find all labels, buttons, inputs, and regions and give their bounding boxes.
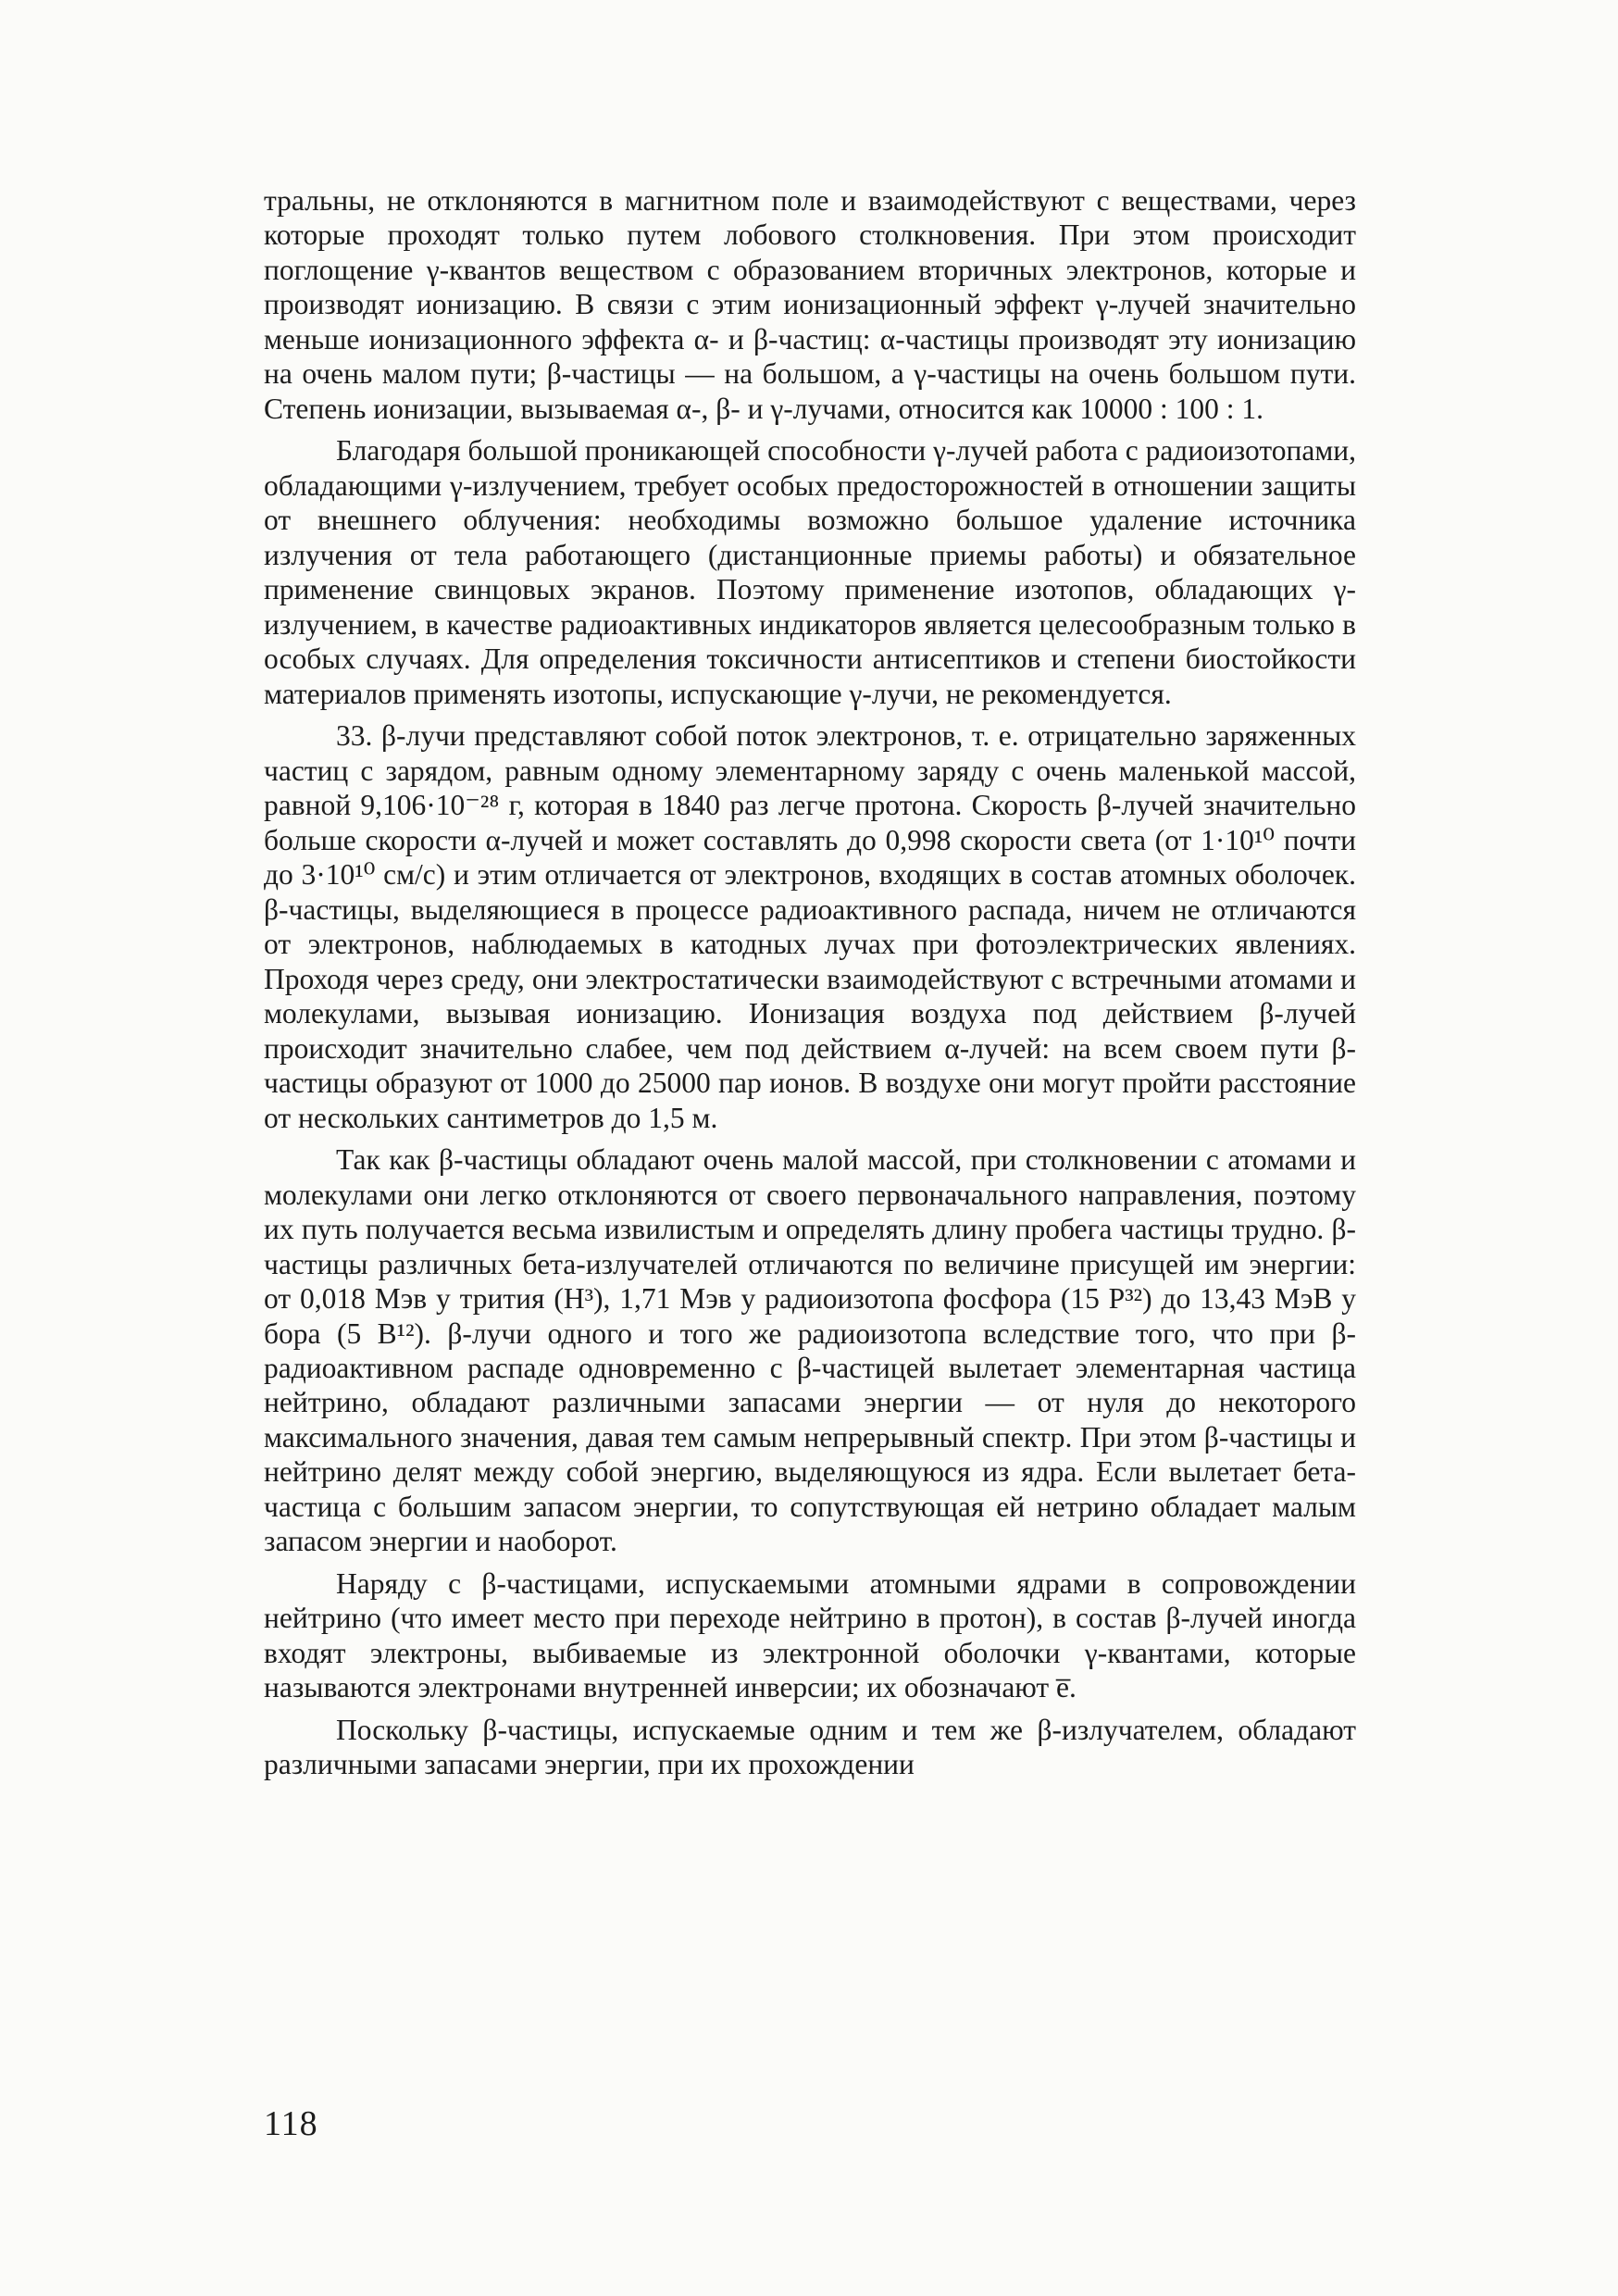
paragraph-3: 33. β-лучи представляют собой поток электронов, т. е. отрицательно заряженных частиц с зарядом, равным одному элементарному заряду с очень маленькой массой, равной 9,106·10⁻²⁸ г, которая в 1840 раз легче протона. Скорость β-лучей значительно больше скорости α-лучей и может составлять до 0,998 скорости света (от 1·10¹⁰ почти до 3·10¹⁰ см/с) и этим отличается от электронов, входящих в состав атомных оболочек. β-частицы, выделяющиеся в процессе радиоактивного распада, ничем не отличаются от электронов, наблюдаемых в катодных лучах при фотоэлектрических явлениях. Проходя через среду, они электростатически взаимодействуют с встречными атомами и молекулами, вызывая ионизацию. Ионизация воздуха под действием β-лучей происходит значительно слабее, чем под действием α-лучей: на всем своем пути β-частицы образуют от 1000 до 25000 пар ионов. В воздухе они могут пройти расстояние от нескольких сантиметров до 1,5 м. bbox=[264, 719, 1356, 1134]
paragraph-1: тральны, не отклоняются в магнитном поле и взаимодействуют с веществами, через которые проходят только путем лобового столкновения. При этом происходит поглощение γ-квантов веществом с образованием вторичных электронов, которые и производят ионизацию. В связи с этим ионизационный эффект γ-лучей значительно меньше ионизационного эффекта α- и β-частиц: α-частицы производят эту ионизацию на очень малом пути; β-частицы — на большом, а γ-частицы на очень большом пути. Степень ионизации, вызываемая α-, β- и γ-лучами, относится как 10000 : 100 : 1. bbox=[264, 184, 1356, 425]
paragraph-2: Благодаря большой проникающей способности γ-лучей работа с радиоизотопами, обладающими γ-излучением, требует особых предосторожностей в отношении защиты от внешнего облучения: необходимы возможно большое удаление источника излучения от тела работающего (дистанционные приемы работы) и обязательное применение свинцовых экранов. Поэтому применение изотопов, обладающих γ-излучением, в качестве радиоактивных индикаторов является целесообразным только в особых случаях. Для определения токсичности антисептиков и степени биостойкости материалов применять изотопы, испускающие γ-лучи, не рекомендуется. bbox=[264, 434, 1356, 710]
page-body-text bbox=[264, 183, 1356, 1790]
paragraph-4: Так как β-частицы обладают очень малой массой, при столкновении с атомами и молекулами они легко отклоняются от своего первоначального направления, поэтому их путь получается весьма извилистым и определять длину пробега частицы трудно. β-частицы различных бета-излучателей отличаются по величине присущей им энергии: от 0,018 Мэв у трития (H³), 1,71 Мэв у радиоизотопа фосфора (15 P³²) до 13,43 МэВ у бора (5 B¹²). β-лучи одного и того же радиоизотопа вследствие того, что при β-радиоактивном распаде одновременно с β-частицей вылетает элементарная частица нейтрино, обладают различными запасами энергии — от нуля до некоторого максимального значения, давая тем самым непрерывный спектр. При этом β-частицы и нейтрино делят между собой энергию, выделяющуюся из ядра. Если вылетает бета-частица с большим запасом энергии, то сопутствующая ей нетрино обладает малым запасом энергии и наоборот. bbox=[264, 1143, 1356, 1558]
paragraph-5: Наряду с β-частицами, испускаемыми атомными ядрами в сопровождении нейтрино (что имеет место при переходе нейтрино в протон), в состав β-лучей иногда входят электроны, выбиваемые из электронной оболочки γ-квантами, которые называются электронами внутренней инверсии; их обозначают e̅. bbox=[264, 1566, 1356, 1704]
paragraph-6: Поскольку β-частицы, испускаемые одним и тем же β-излучателем, обладают различными запасами энергии, при их прохождении bbox=[264, 1713, 1356, 1781]
page-number: 118 bbox=[264, 2104, 318, 2143]
